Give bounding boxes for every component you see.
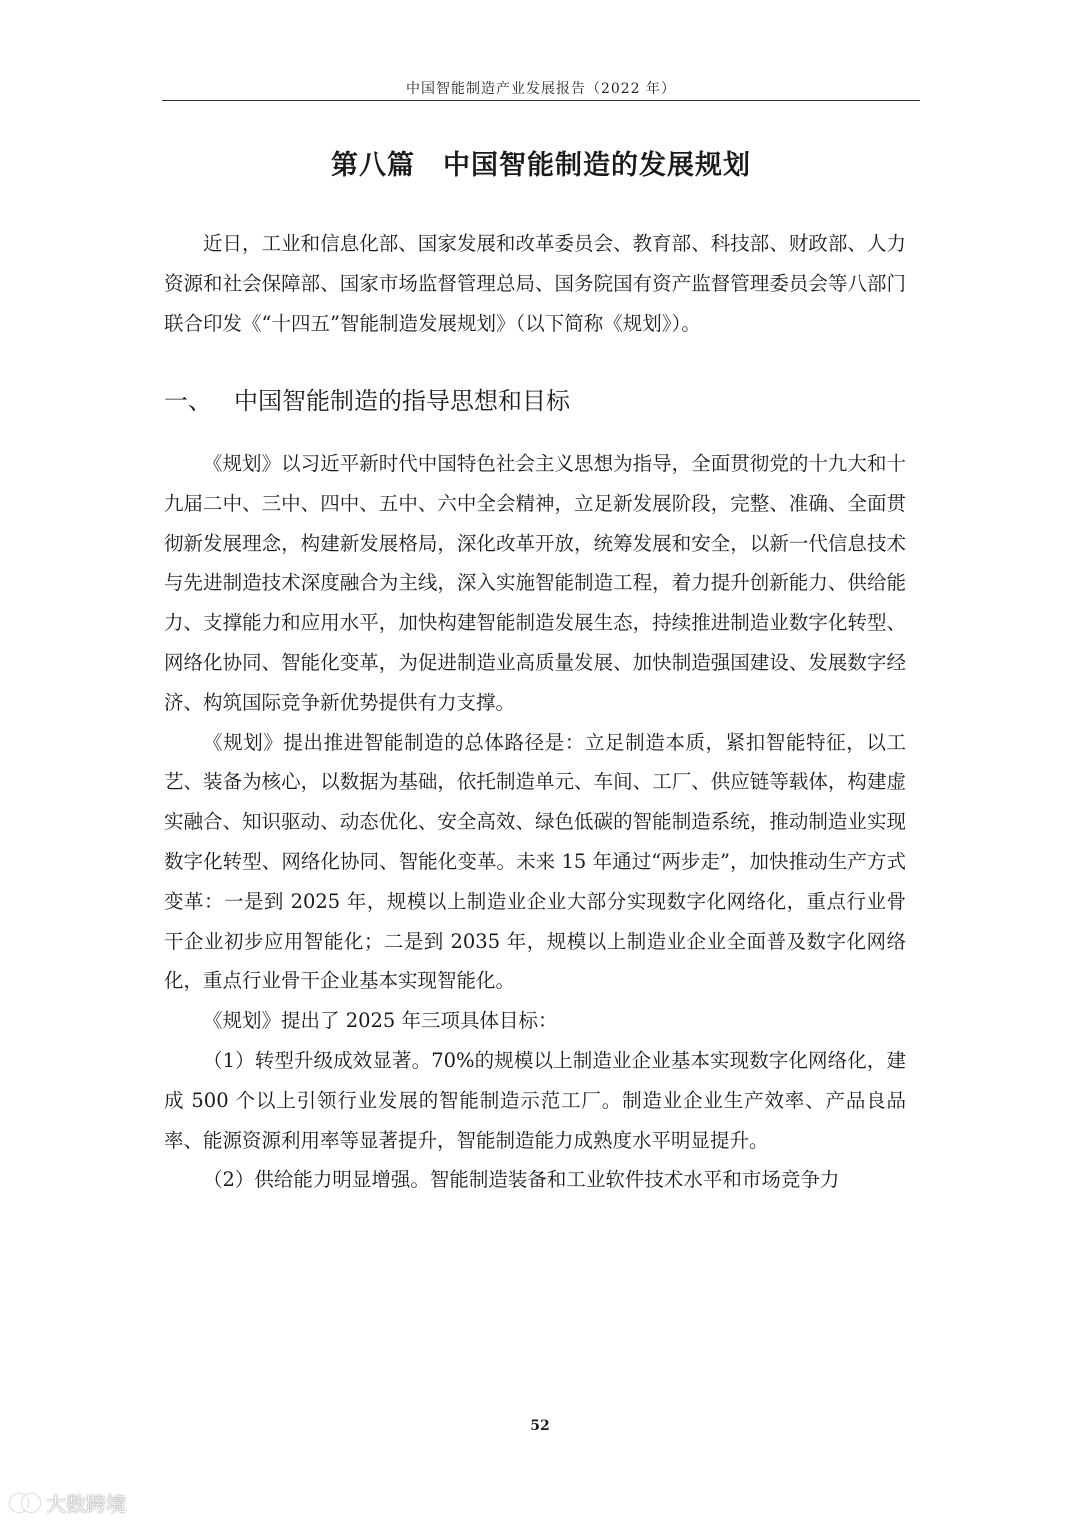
running-header: 中国智能制造产业发展报告（2022 年） xyxy=(405,81,677,97)
header-divider xyxy=(162,100,920,101)
section-heading xyxy=(164,381,570,416)
intro-paragraph: 近日，工业和信息化部、国家发展和改革委员会、教育部、科技部、财政部、人力资源和社会保障部、国家市场监督管理总局、国务院国有资产监督管理委员会等八部门联合印发《“十四五”智能制造发展规划》（以下简称《规划》）。 xyxy=(164,232,906,335)
intro-block xyxy=(164,224,906,343)
watermark xyxy=(10,1488,126,1517)
body-block xyxy=(164,444,906,1200)
page-number: 52 xyxy=(530,1418,550,1434)
infinity-logo-icon xyxy=(10,1492,40,1514)
paragraph-guiding-ideology: 《规划》以习近平新时代中国特色社会主义思想为指导，全面贯彻党的十九大和十九届二中、三中、四中、五中、六中全会精神，立足新发展阶段，完整、准确、全面贯彻新发展理念，构建新发展格局，深化改革开放，统筹发展和安全，以新一代信息技术与先进制造技术深度融合为主线，深入实施智能制造工程，着力提升创新能力、供给能力、支撑能力和应用水平，加快构建智能制造发展生态，持续推进制造业数字化转型、网络化协同、智能化变革，为促进制造业高质量发展、加快制造强国建设、发展数字经济、构筑国际竞争新优势提供有力支撑。 xyxy=(164,452,906,714)
paragraph-target-2: （2）供给能力明显增强。智能制造装备和工业软件技术水平和市场竞争力 xyxy=(203,1168,840,1192)
paragraph-targets-intro: 《规划》提出了 2025 年三项具体目标： xyxy=(203,1009,558,1033)
part-title: 第八篇 中国智能制造的发展规划 xyxy=(331,150,751,181)
paragraph-target-1: （1）转型升级成效显著。70%的规模以上制造业企业基本实现数字化网络化，建成 500 个以上引领行业发展的智能制造示范工厂。制造业企业生产效率、产品良品率、能源资源利用率等显著提升，智能制造能力成熟度水平明显提升。 xyxy=(164,1048,906,1152)
watermark-text: 大数跨境 xyxy=(46,1492,126,1516)
paragraph-overall-path: 《规划》提出推进智能制造的总体路径是：立足制造本质，紧扣智能特征，以工艺、装备为核心，以数据为基础，依托制造单元、车间、工厂、供应链等载体，构建虚实融合、知识驱动、动态优化、安全高效、绿色低碳的智能制造系统，推动制造业实现数字化转型、网络化协同、智能化变革。未来 15 年通过“两步走”，加快推动生产方式变革：一是到 2025 年，规模以上制造业企业大部分实现数字化网络化，重点行业骨干企业初步应用智能化；二是到 2035 年，规模以上制造业企业全面普及数字化网络化，重点行业骨干企业基本实现智能化。 xyxy=(164,730,906,993)
section-title: 中国智能制造的指导思想和目标 xyxy=(234,387,570,415)
section-number: 一、 xyxy=(164,387,212,415)
